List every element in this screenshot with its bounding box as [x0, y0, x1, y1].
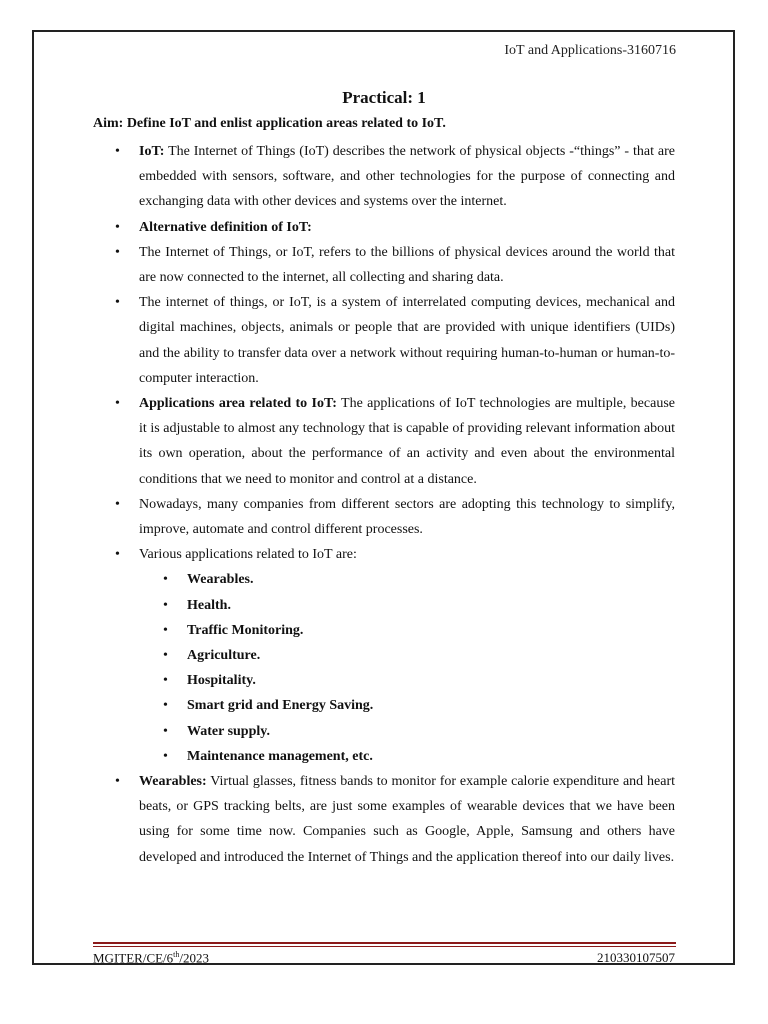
application-item: • Health.	[163, 593, 675, 618]
main-bullet-list	[115, 139, 675, 870]
list-item: • Wearables: Virtual glasses, fitness bands to monitor for example calorie expenditure and heart beats, or GPS tracking belts, are just some examples of wearable devices that we have been using for some time now. Companies such as Google, Apple, Samsung and others have developed and introduced the Internet of Things and the application thereof into our daily lives.	[115, 769, 675, 870]
list-item: • IoT: The Internet of Things (IoT) describes the network of physical objects -“things” - that are embedded with sensors, software, and other technologies for the purpose of connecting and exchanging data with other devices and systems over the internet.	[115, 139, 675, 215]
footer-enrollment-number: 210330107507	[597, 950, 675, 965]
list-item: • Nowadays, many companies from different sectors are adopting this technology to simplify, improve, automate and control different processes.	[115, 492, 675, 542]
application-item: • Smart grid and Energy Saving.	[163, 693, 675, 718]
application-item: • Maintenance management, etc.	[163, 744, 675, 769]
list-item: • The Internet of Things, or IoT, refers to the billions of physical devices around the world that are now connected to the internet, all collecting and sharing data.	[115, 240, 675, 290]
aim-statement: Aim: Define IoT and enlist application areas related to IoT.	[93, 116, 446, 131]
footer-institute: MGITER/CE/6th/2023	[93, 950, 210, 966]
list-item: • Various applications related to IoT are: • Wearables. • Health. • Traffic Monitoring. • Agriculture. • Hospitality. • Smart grid and Energy Saving. • Water supply. • Maintenance management, etc.	[115, 542, 675, 769]
application-item: • Agriculture.	[163, 643, 675, 668]
application-item: • Wearables.	[163, 567, 675, 592]
list-item: • Applications area related to IoT: The applications of IoT technologies are multiple, because it is adjustable to almost any technology that is capable of providing relevant information about its own operation, about the performance of an activity and even about the environmental conditions that we need to monitor and control at a distance.	[115, 391, 675, 492]
footer-rule	[93, 942, 676, 948]
list-item: • The internet of things, or IoT, is a system of interrelated computing devices, mechanical and digital machines, objects, animals or people that are provided with unique identifiers (UIDs) and the ability to transfer data over a network without requiring human-to-human or human-to-computer interaction.	[115, 290, 675, 391]
application-item: • Water supply.	[163, 719, 675, 744]
page-title: Practical: 1	[342, 88, 426, 107]
course-header: IoT and Applications-3160716	[504, 43, 676, 58]
footer-rule-thick	[93, 942, 676, 944]
applications-list	[139, 567, 675, 769]
application-item: • Traffic Monitoring.	[163, 618, 675, 643]
footer-rule-thin	[93, 946, 676, 947]
list-item: • Alternative definition of IoT:	[115, 215, 675, 240]
application-item: • Hospitality.	[163, 668, 675, 693]
content-body	[115, 139, 675, 870]
